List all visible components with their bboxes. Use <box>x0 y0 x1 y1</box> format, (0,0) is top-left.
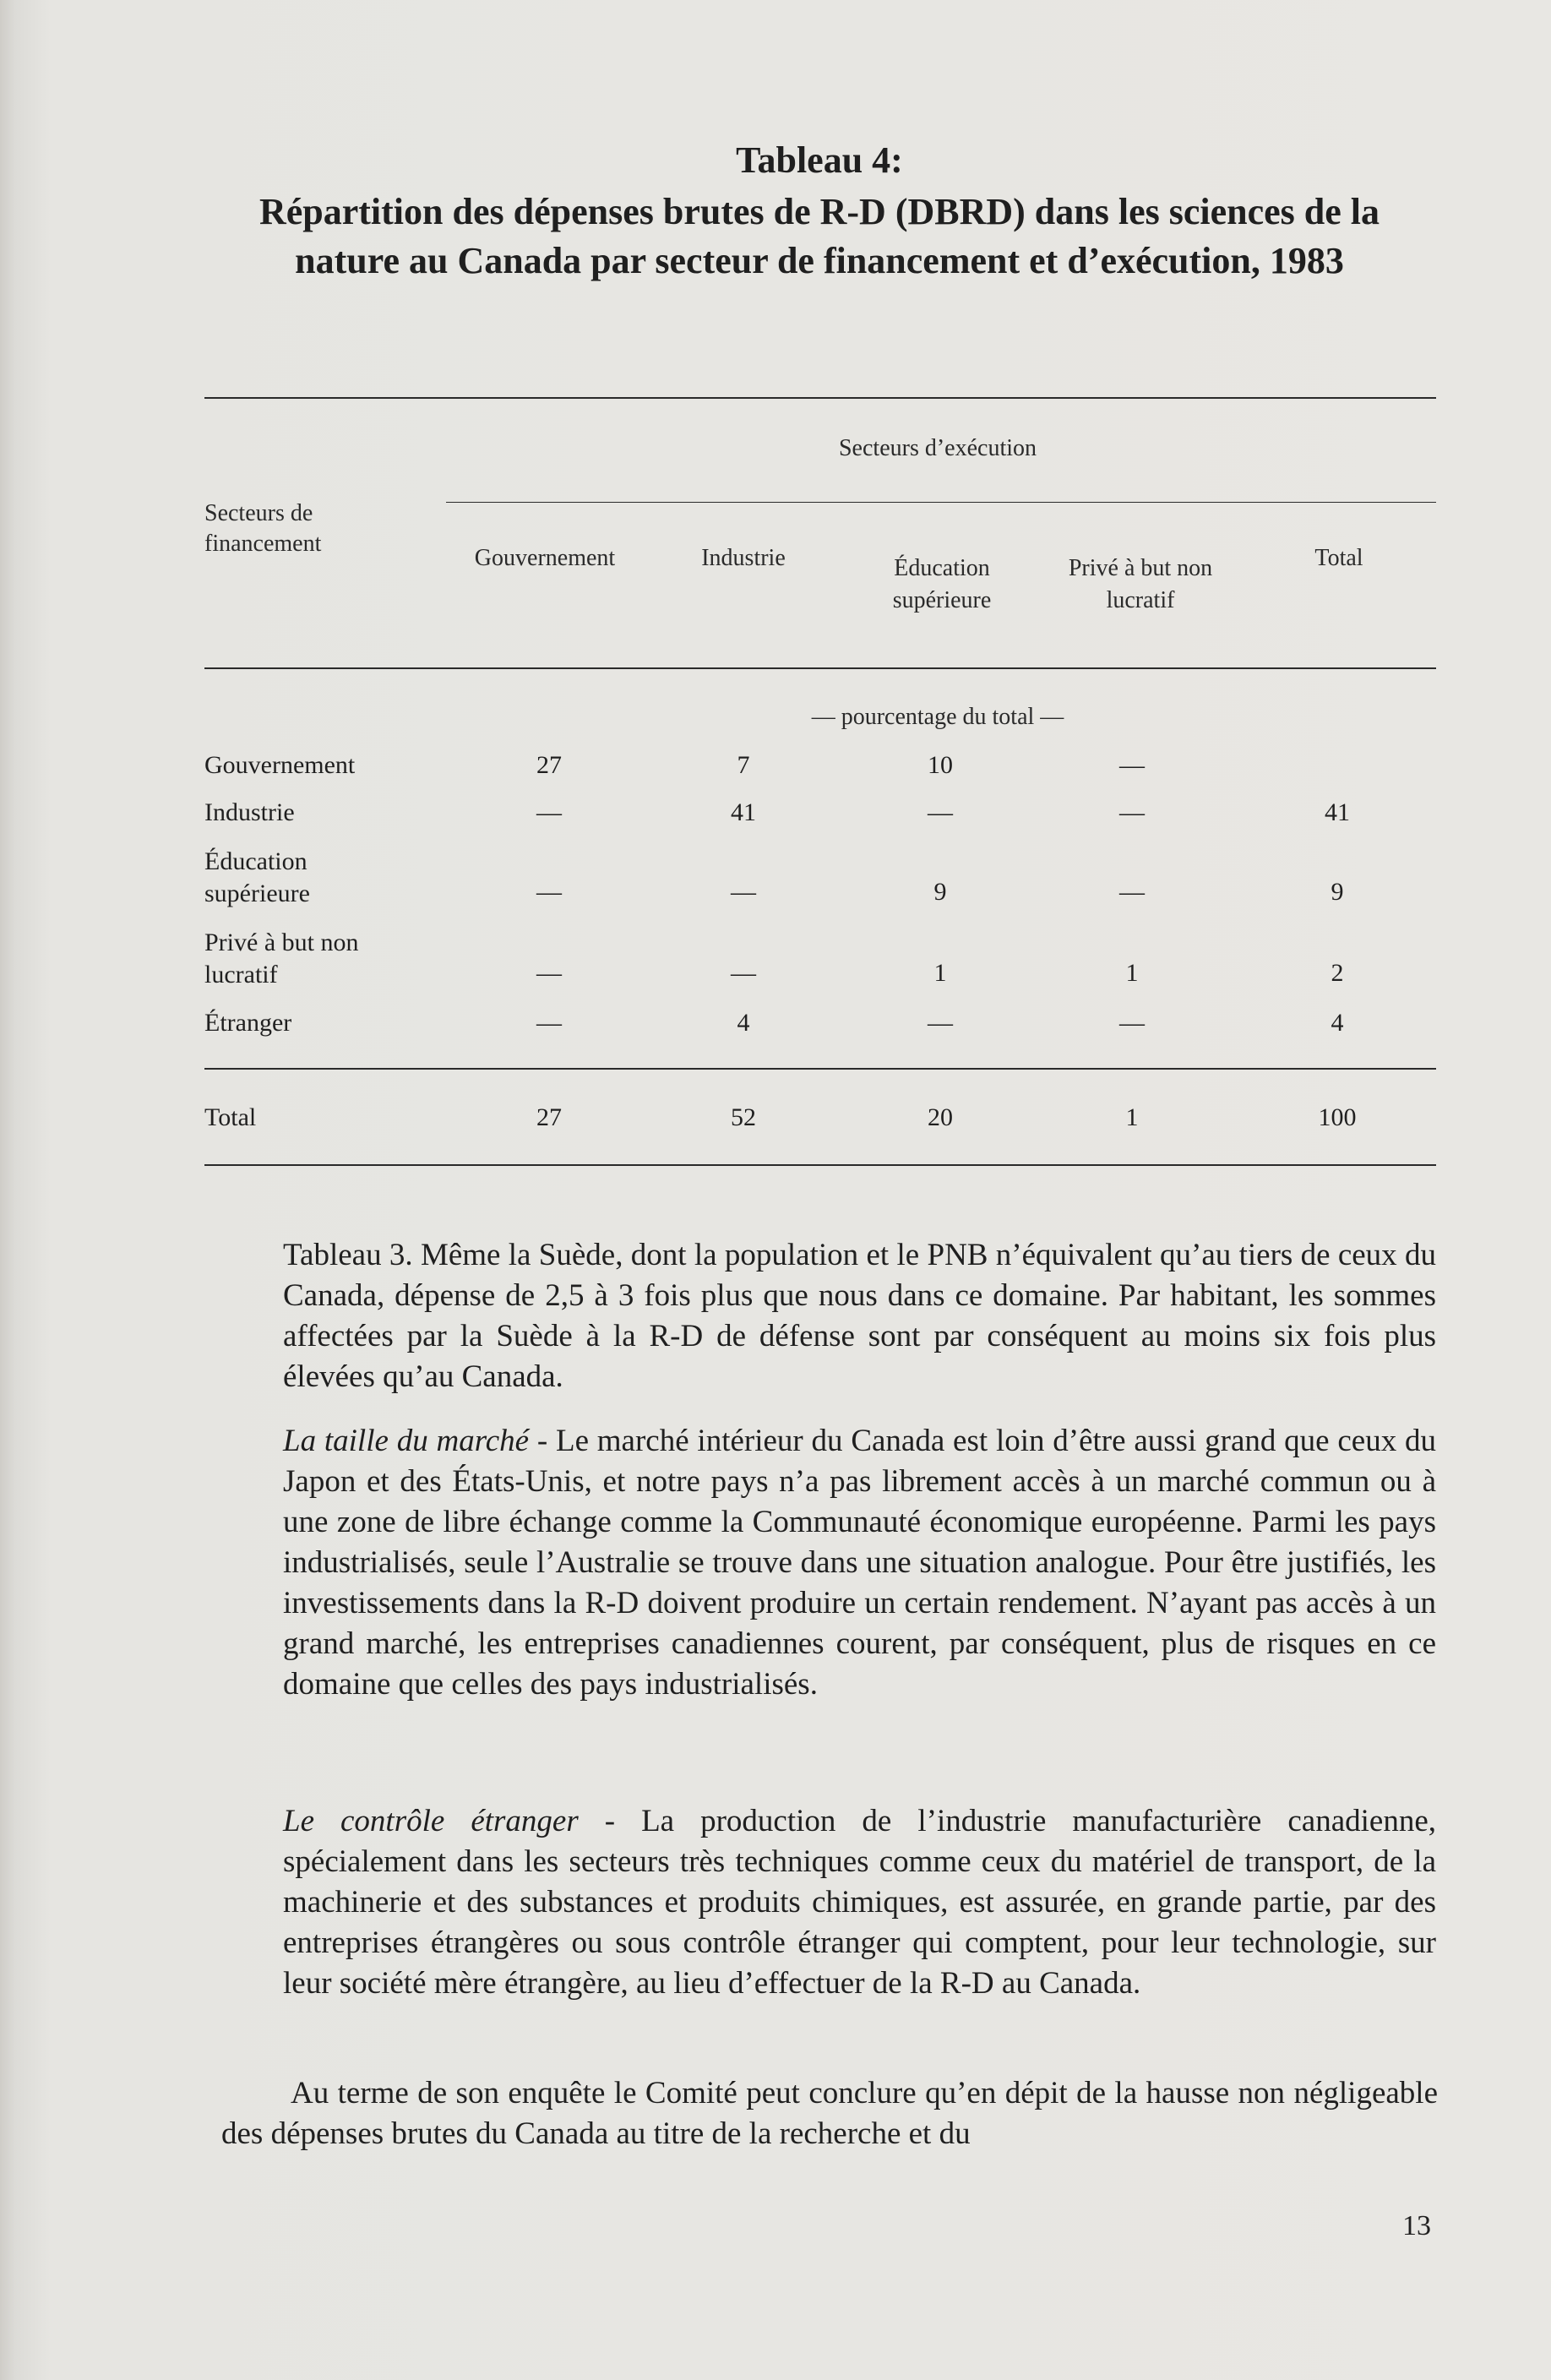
table-cell: 1 <box>933 959 947 987</box>
table-cell: — <box>1119 751 1145 779</box>
table-cell: 41 <box>731 798 756 826</box>
table-cell: 52 <box>731 1103 756 1131</box>
column-header-gouvernement: Gouvernement <box>474 545 616 571</box>
table-cell: 1 <box>1125 959 1139 987</box>
table-cell: — <box>928 798 953 826</box>
table-cell: 2 <box>1331 959 1344 987</box>
table-cell: — <box>536 959 562 987</box>
table-cell: 27 <box>536 1103 562 1131</box>
table-title-text: Répartition des dépenses brutes de R-D (DBRD) dans les sciences de la nature au Canada par secteur de financement et d’exécution, 1983 <box>258 191 1380 281</box>
row-label: Total <box>204 1103 257 1131</box>
table-cell: 41 <box>1325 798 1350 826</box>
paragraph-lead: La taille du marché <box>283 1424 530 1458</box>
table-cell: — <box>731 878 756 906</box>
paragraph-text: Tableau 3. Même la Suède, dont la population et le PNB n’équivalent qu’au tiers de ceux du Canada, dépense de 2,5 à 3 fois plus que nous dans ce domaine. Par habitant, les sommes affectées par la Suède à la R-D de défense sont par conséquent au moins six fois plus élevées qu’au Canada. <box>283 1238 1436 1394</box>
table-cell: — <box>1119 878 1145 906</box>
table-cell: — <box>536 878 562 906</box>
table-cell: — <box>1119 798 1145 826</box>
paragraph <box>283 1421 1436 1705</box>
row-label: Gouvernement <box>204 751 356 779</box>
total-top-rule <box>204 1068 1436 1070</box>
row-label: Industrie <box>204 798 295 826</box>
column-header-prive: Privé à but non lucratif <box>1068 555 1213 613</box>
table-cell: — <box>928 1009 953 1037</box>
paragraph-text: - Le marché intérieur du Canada est loin d’être aussi grand que ceux du Japon et des États-Unis, et notre pays n’a pas librement accès à un marché commun ou à une zone de libre échange comme la Communauté économique européenne. Parmi les pays industrialisés, seule l’Australie se trouve dans une situation analogue. Pour être justifiés, les investissements dans la R-D doivent produire un certain rendement. N’ayant pas accès à un grand marché, les entreprises canadiennes courent, par conséquent, plus de risques en ce domaine que celles des pays industrialisés. <box>283 1424 1436 1702</box>
table-cell: 7 <box>737 751 750 779</box>
table-cell: — <box>536 798 562 826</box>
page-number: 13 <box>1402 2210 1431 2241</box>
table-bottom-rule <box>204 1164 1436 1166</box>
row-label: Privé à but non lucratif <box>204 929 359 988</box>
paragraph <box>283 1801 1436 2004</box>
group-header: Secteurs d’exécution <box>838 435 1037 461</box>
group-header-rule <box>446 502 1436 503</box>
table-cell: 9 <box>1331 878 1344 906</box>
column-header-education: Éducation supérieure <box>892 555 992 613</box>
table-title <box>203 135 1436 286</box>
paragraph-text: - La production de l’industrie manufacturière canadienne, spécialement dans les secteurs très techniques comme ceux du matériel de transport, de la machinerie et des substances et produits chimiques, est assurée, en grande partie, par des entreprises étrangères ou sous contrôle étranger qui comptent, pour leur technologie, sur leur société mère étrangère, au lieu d’effectuer de la R-D au Canada. <box>283 1804 1436 2001</box>
table-cell: 4 <box>737 1009 750 1037</box>
table-cell: 27 <box>536 751 562 779</box>
table-title-label: Tableau 4: <box>736 139 903 181</box>
table-cell: 9 <box>933 878 947 906</box>
table-cell: 100 <box>1318 1103 1357 1131</box>
table-cell: — <box>731 959 756 987</box>
table-cell: — <box>536 1009 562 1037</box>
table-cell: 10 <box>928 751 953 779</box>
row-label: Étranger <box>204 1009 292 1037</box>
table-cell: 1 <box>1125 1103 1139 1131</box>
column-header-industrie: Industrie <box>701 545 786 571</box>
header-bottom-rule <box>204 667 1436 669</box>
table-cell: 20 <box>928 1103 953 1131</box>
column-header-total: Total <box>1314 545 1363 571</box>
table-top-rule <box>204 397 1436 399</box>
paragraph <box>283 1235 1436 1397</box>
paragraph <box>221 2073 1438 2154</box>
row-header-title: Secteurs de financement <box>204 500 322 557</box>
row-label: Éducation supérieure <box>204 847 310 907</box>
paragraph-text: Au terme de son enquête le Comité peut conclure qu’en dépit de la hausse non négligeable des dépenses brutes du Canada au titre de la recherche et du <box>221 2076 1438 2151</box>
table-cell: 4 <box>1331 1009 1344 1037</box>
unit-note: — pourcentage du total — <box>811 704 1064 730</box>
table-cell: — <box>1119 1009 1145 1037</box>
paragraph-lead: Le contrôle étranger <box>283 1804 579 1838</box>
